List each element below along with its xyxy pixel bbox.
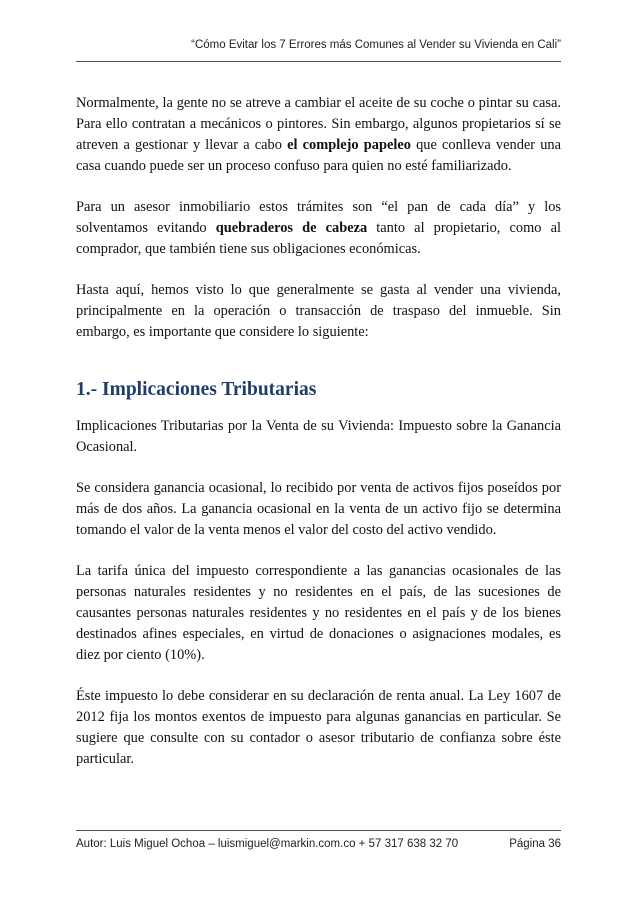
intro-paragraph-1	[76, 93, 561, 177]
section-heading: 1.- Implicaciones Tributarias	[76, 379, 317, 400]
paragraph-text: Normalmente, la gente no se atreve a cambiar el aceite de su coche o pintar su casa. Para ello contratan a mecánicos o pintores. Sin embargo, algunos propietarios sí se atreven a gestionar y llevar a cabo	[76, 95, 561, 153]
footer-divider	[76, 830, 561, 831]
bold-phrase: el complejo papeleo	[287, 137, 411, 153]
intro-paragraph-2	[76, 197, 561, 260]
header-divider	[76, 61, 561, 62]
section-paragraph-4: Éste impuesto lo debe considerar en su declaración de renta anual. La Ley 1607 de 2012 fija los montos exentos de impuesto para algunas ganancias en particular. Se sugiere que consulte con su contador o asesor tributario de confianza sobre éste particular.	[76, 688, 561, 767]
paragraph-text: Hasta aquí, hemos visto lo que generalmente se gasta al vender una vivienda, principalmente en la operación o transacción de traspaso del inmueble. Sin embargo, es importante que considere lo siguiente:	[76, 282, 561, 340]
section-paragraph-3: La tarifa única del impuesto correspondiente a las ganancias ocasionales de las personas naturales residentes y no residentes en el país, de las sucesiones de causantes personas naturales residentes y no residentes en el país y de los bienes destinados afines especiales, en virtud de donaciones o asignaciones modales, es diez por ciento (10%).	[76, 563, 561, 663]
intro-paragraph-3	[76, 280, 561, 343]
page-number: Página 36	[509, 838, 561, 850]
footer-author-contact: Autor: Luis Miguel Ochoa – luismiguel@markin.com.co + 57 317 638 32 70	[76, 838, 459, 850]
paragraph-text: Para un asesor inmobiliario estos trámites son “el pan de cada día” y los solventamos evitando	[76, 199, 561, 236]
section-paragraph-2: Se considera ganancia ocasional, lo recibido por venta de activos fijos poseídos por más de dos años. La ganancia ocasional en la venta de un activo fijo se determina tomando el valor de la venta menos el valor del costo del activo vendido.	[76, 480, 561, 538]
paragraph-text: tanto al propietario, como al comprador, que también tiene sus obligaciones económicas.	[76, 220, 561, 257]
page-header-title: “Cómo Evitar los 7 Errores más Comunes al Vender su Vivienda en Cali”	[191, 39, 561, 51]
bold-phrase: quebraderos de cabeza	[215, 220, 368, 236]
page-footer	[76, 837, 561, 851]
page-content	[76, 93, 561, 790]
section-paragraph-1: Implicaciones Tributarias por la Venta de su Vivienda: Impuesto sobre la Ganancia Ocasional.	[76, 418, 561, 455]
paragraph-text: que conlleva vender una casa cuando puede ser un proceso confuso para quien no esté familiarizado.	[76, 137, 562, 174]
